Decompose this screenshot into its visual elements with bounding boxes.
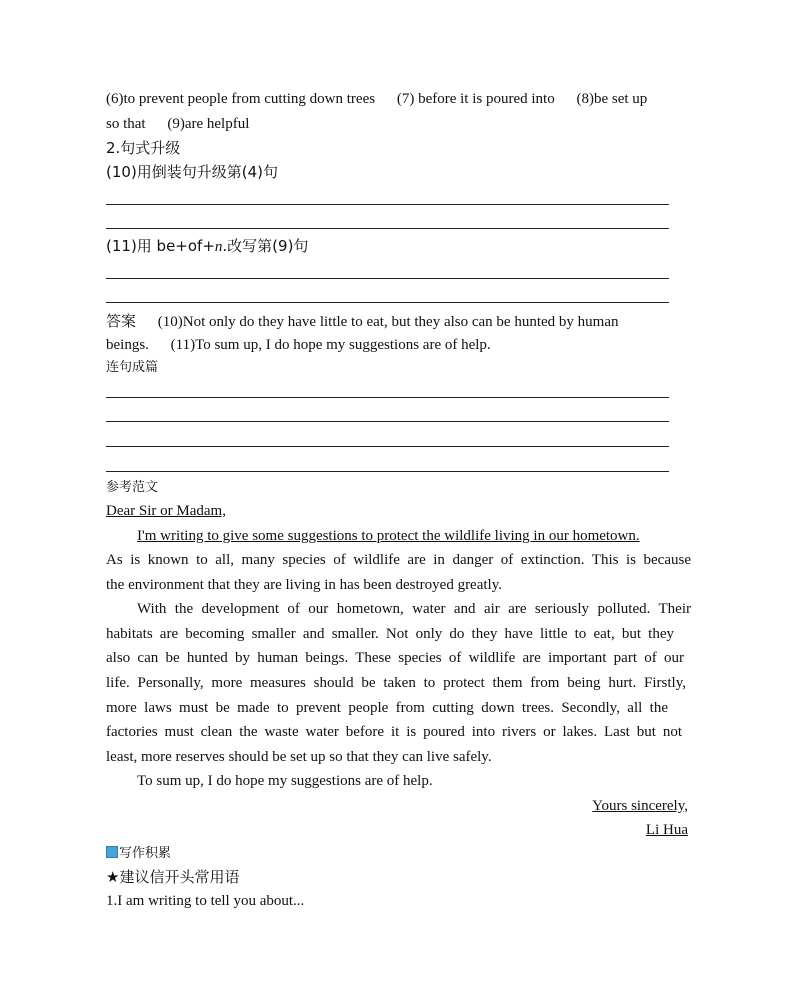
question-11: (11)用 be+of+n.改写第(9)句 — [106, 237, 309, 255]
essay-line: also can be hunted by human beings. These species of wildlife are important part of our — [106, 650, 684, 666]
essay-line: more laws must be made to prevent people from cutting down trees. Secondly, all the — [106, 700, 668, 716]
essay-line: life. Personally, more measures should be taken to protect them from being hurt. Firstly, — [106, 675, 686, 691]
closing: Yours sincerely, — [592, 798, 688, 814]
essay-line: I'm writing to give some suggestions to protect the wildlife living in our hometown. — [137, 528, 640, 544]
section-heading: 2.句式升级 — [106, 139, 181, 157]
answer-11: (11)To sum up, I do hope my suggestions are of help. — [170, 337, 491, 353]
signature: Li Hua — [645, 822, 688, 838]
phrase-9: (9)are helpful — [167, 116, 250, 132]
phrase-7: (7) before it is poured into — [396, 91, 555, 107]
sample-heading: 参考范文 — [106, 480, 159, 495]
answer-line — [106, 302, 669, 303]
answer-line — [106, 421, 669, 422]
section-marker-icon — [106, 846, 118, 858]
essay-line: least, more reserves should be set up so that they can live safely. — [106, 749, 492, 765]
answer-line — [106, 228, 669, 229]
phrase-line-2 — [106, 114, 249, 134]
essay-line: the environment that they are living in has been destroyed greatly. — [106, 577, 502, 593]
answer-line — [106, 471, 669, 472]
accumulation-item: 1.I am writing to tell you about... — [106, 893, 305, 909]
essay-line: habitats are becoming smaller and smaller. Not only do they have little to eat, but they — [106, 626, 674, 642]
salutation: Dear Sir or Madam, — [106, 503, 226, 519]
answer-10: (10)Not only do they have little to eat, but they also can be hunted by human — [157, 314, 619, 330]
essay-line: As is known to all, many species of wildlife are in danger of extinction. This is because — [106, 552, 691, 568]
answer-label: 答案 — [106, 312, 137, 330]
phrase-8-cont: so that — [106, 116, 146, 132]
accumulation-heading: 写作积累 — [106, 844, 171, 864]
question-10: (10)用倒装句升级第(4)句 — [106, 163, 279, 181]
essay-line: factories must clean the waste water before it is poured into rivers or lakes. Last but not — [106, 724, 682, 740]
accumulation-subheading: ★建议信开头常用语 — [106, 868, 240, 886]
answer-line — [106, 278, 669, 279]
essay-line: With the development of our hometown, water and air are seriously polluted. Their — [137, 601, 691, 617]
answer-line — [106, 204, 669, 205]
compose-heading: 连句成篇 — [106, 360, 159, 375]
phrase-line-1 — [106, 89, 647, 109]
phrase-8: (8)be set up — [576, 91, 648, 107]
phrase-6: (6)to prevent people from cutting down trees — [106, 91, 376, 107]
answer-line-1 — [106, 311, 619, 332]
answer-line — [106, 446, 669, 447]
essay-line: To sum up, I do hope my suggestions are of help. — [137, 773, 433, 789]
answer-line-2: beings. (11)To sum up, I do hope my suggestions are of help. — [106, 337, 491, 353]
answer-line — [106, 397, 669, 398]
